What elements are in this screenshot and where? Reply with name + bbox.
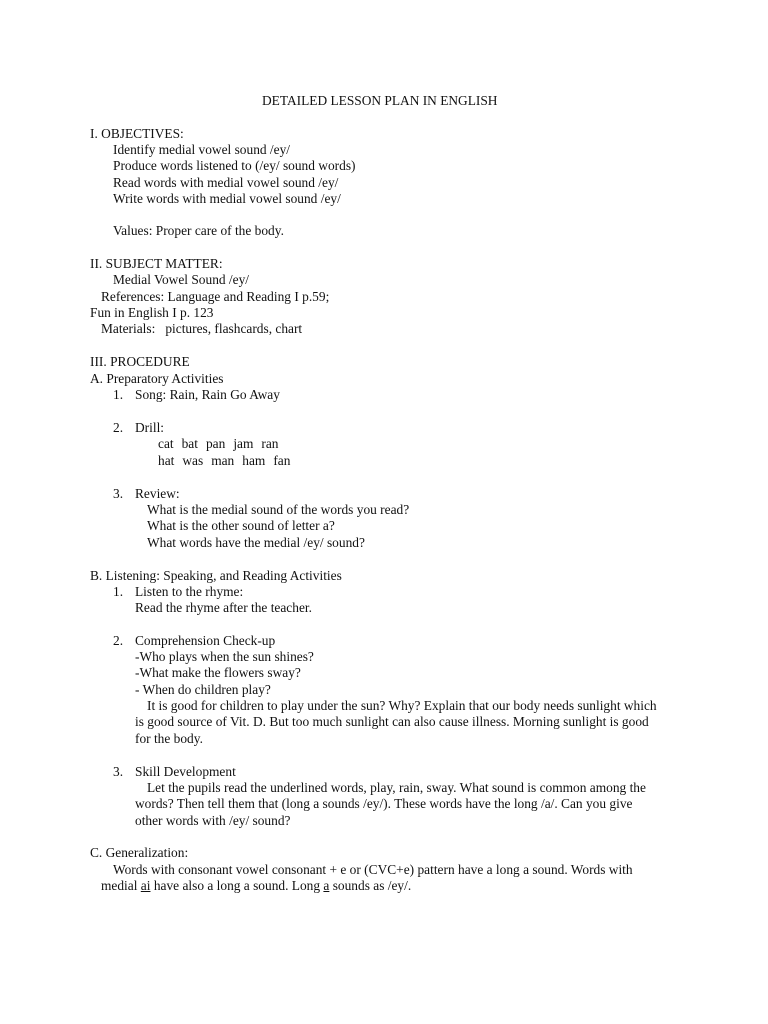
objectives-heading: I. OBJECTIVES: — [90, 126, 184, 141]
drill-row — [158, 453, 298, 469]
drill-word: ran — [261, 436, 279, 451]
comprehension-paragraph-line: is good source of Vit. D. But too much sunlight can also cause illness. Morning sunlight is good — [135, 714, 649, 729]
objective-item: Write words with medial vowel sound /ey/ — [113, 191, 341, 206]
section-a-heading: A. Preparatory Activities — [90, 371, 224, 386]
generalization-line — [101, 878, 411, 894]
list-number: 2. — [113, 633, 124, 648]
comprehension-item: Comprehension Check-up — [135, 633, 276, 648]
drill-word: cat — [158, 436, 174, 451]
generalization-text: sounds as /ey/. — [329, 878, 412, 893]
comprehension-paragraph-line: for the body. — [135, 731, 203, 746]
listen-sub: Read the rhyme after the teacher. — [135, 600, 312, 615]
drill-word: hat — [158, 453, 175, 468]
subject-references-cont: Fun in English I p. 123 — [90, 305, 214, 320]
drill-row — [158, 436, 287, 452]
song-item: Song: Rain, Rain Go Away — [135, 387, 280, 402]
comprehension-paragraph-line: It is good for children to play under the sun? Why? Explain that our body needs sunlight which — [147, 698, 657, 713]
subject-matter-heading: II. SUBJECT MATTER: — [90, 256, 223, 271]
drill-word: jam — [233, 436, 254, 451]
list-number: 1. — [113, 387, 124, 402]
list-number: 3. — [113, 486, 124, 501]
section-c-heading: C. Generalization: — [90, 845, 189, 860]
subject-materials: Materials: pictures, flashcards, chart — [101, 321, 303, 336]
skill-paragraph-line: other words with /ey/ sound? — [135, 813, 291, 828]
document-title: DETAILED LESSON PLAN IN ENGLISH — [262, 93, 498, 108]
procedure-heading: III. PROCEDURE — [90, 354, 190, 369]
drill-word: ham — [242, 453, 266, 468]
review-question: What is the medial sound of the words you read? — [147, 502, 410, 517]
section-b-heading: B. Listening: Speaking, and Reading Activities — [90, 568, 342, 583]
drill-item: Drill: — [135, 420, 165, 435]
review-question: What is the other sound of letter a? — [147, 518, 335, 533]
underlined-a: a — [323, 878, 330, 893]
generalization-line: Words with consonant vowel consonant + e or (CVC+e) pattern have a long a sound. Words with — [113, 862, 633, 877]
comprehension-question: -What make the flowers sway? — [135, 665, 301, 680]
objective-item: Produce words listened to (/ey/ sound words) — [113, 158, 356, 173]
objectives-values: Values: Proper care of the body. — [113, 223, 284, 238]
objective-item: Read words with medial vowel sound /ey/ — [113, 175, 339, 190]
comprehension-question: - When do children play? — [135, 682, 271, 697]
skill-paragraph-line: words? Then tell them that (long a sounds /ey/). These words have the long /a/. Can you give — [135, 796, 633, 811]
review-question: What words have the medial /ey/ sound? — [147, 535, 365, 550]
listen-item: Listen to the rhyme: — [135, 584, 244, 599]
subject-topic: Medial Vowel Sound /ey/ — [113, 272, 250, 287]
drill-word: was — [182, 453, 204, 468]
drill-word: fan — [273, 453, 291, 468]
drill-word: pan — [205, 436, 226, 451]
subject-references: References: Language and Reading I p.59; — [101, 289, 330, 304]
list-number: 2. — [113, 420, 124, 435]
review-item: Review: — [135, 486, 180, 501]
comprehension-question: -Who plays when the sun shines? — [135, 649, 314, 664]
generalization-text: medial — [101, 878, 141, 893]
generalization-text: have also a long a sound. Long — [150, 878, 324, 893]
underlined-ai: ai — [140, 878, 151, 893]
list-number: 3. — [113, 764, 124, 779]
objective-item: Identify medial vowel sound /ey/ — [113, 142, 291, 157]
skill-item: Skill Development — [135, 764, 236, 779]
list-number: 1. — [113, 584, 124, 599]
skill-paragraph-line: Let the pupils read the underlined words, play, rain, sway. What sound is common among the — [147, 780, 646, 795]
drill-word: man — [211, 453, 235, 468]
drill-word: bat — [181, 436, 198, 451]
